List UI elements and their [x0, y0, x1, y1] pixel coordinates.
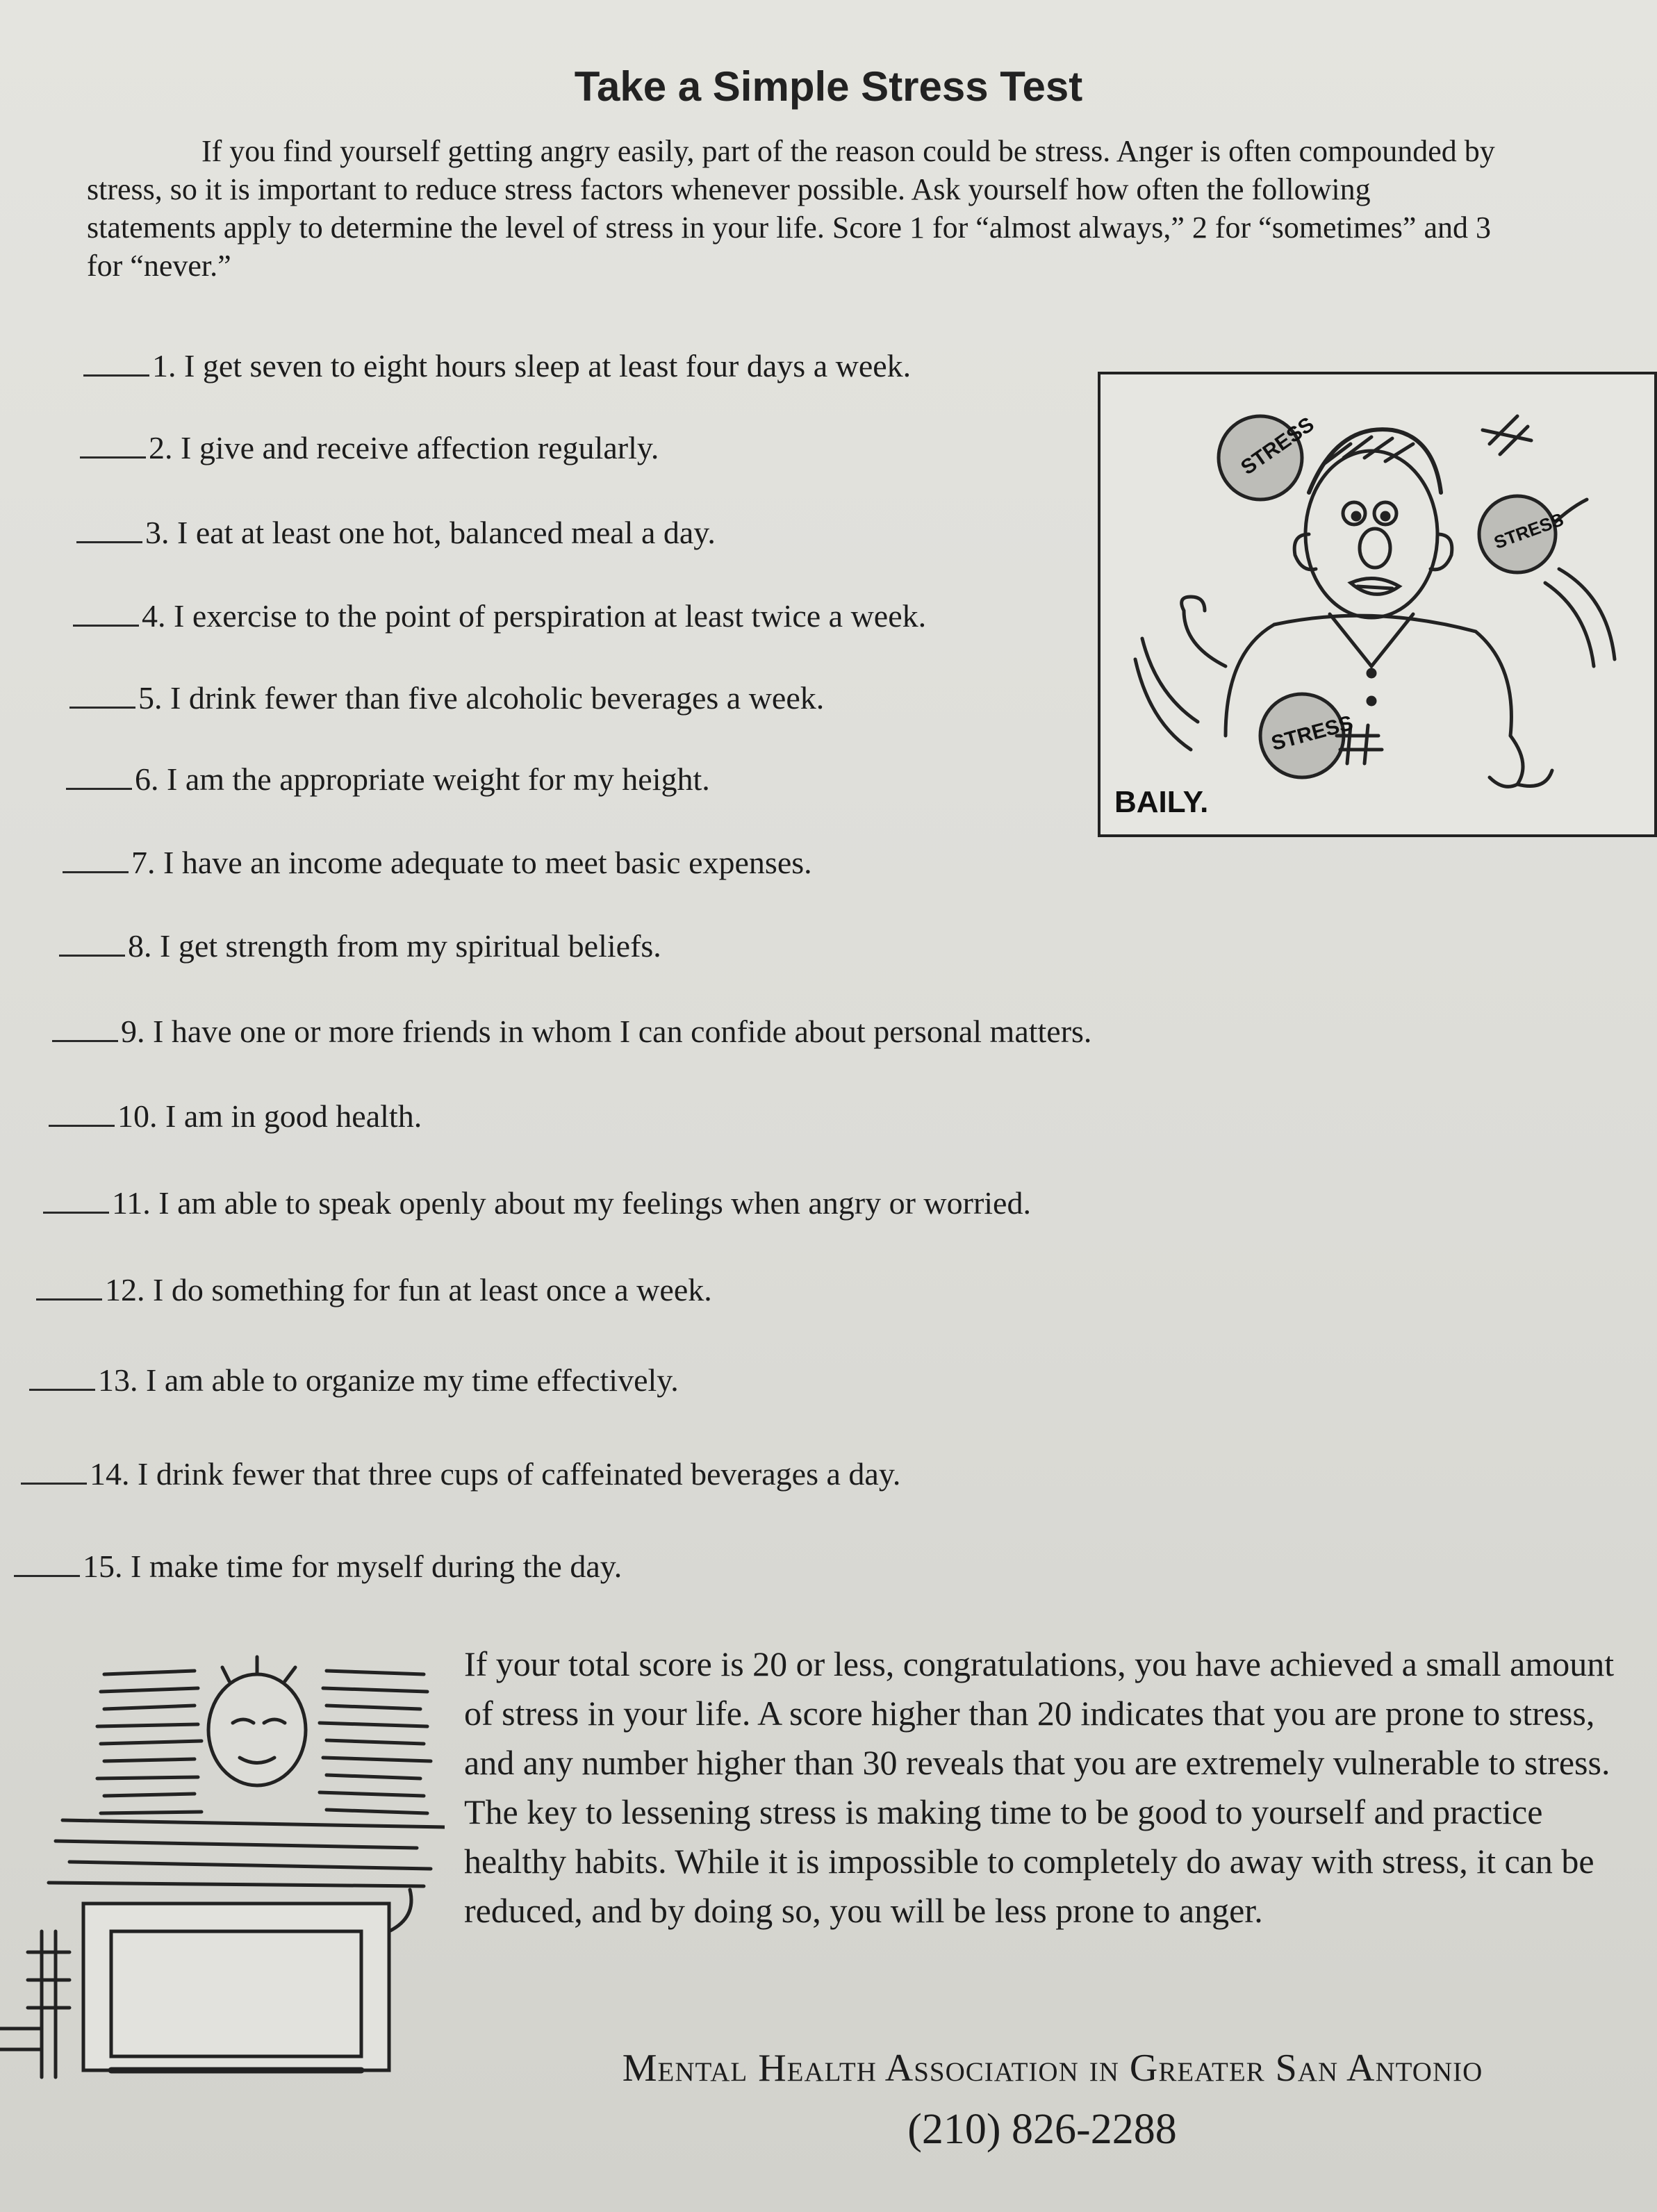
- score-blank[interactable]: [59, 930, 125, 957]
- statement-item: [73, 597, 926, 634]
- statement-item: [83, 347, 911, 384]
- score-blank[interactable]: [49, 1100, 115, 1127]
- statement-item: [21, 1455, 900, 1492]
- score-blank[interactable]: [36, 1273, 102, 1301]
- statement-item: [80, 429, 659, 466]
- page-title: Take a Simple Stress Test: [574, 63, 1083, 110]
- statement-text: 13. I am able to organize my time effectively.: [98, 1362, 679, 1398]
- paper-pile-cartoon: [0, 1640, 445, 2084]
- statement-text: 5. I drink fewer than five alcoholic beverages a week.: [138, 680, 825, 716]
- score-blank[interactable]: [76, 516, 142, 543]
- statement-item: [43, 1185, 1031, 1221]
- score-blank[interactable]: [63, 846, 129, 873]
- statement-item: [66, 761, 710, 798]
- statement-text: 2. I give and receive affection regularly.: [149, 430, 659, 465]
- statement-text: 14. I drink fewer that three cups of caffeinated beverages a day.: [90, 1456, 901, 1492]
- statement-text: 11. I am able to speak openly about my feelings when angry or worried.: [112, 1185, 1031, 1221]
- artist-signature: BAILY.: [1114, 785, 1209, 819]
- phone-number: (210) 826-2288: [907, 2106, 1177, 2153]
- score-blank[interactable]: [14, 1550, 80, 1577]
- score-blank[interactable]: [73, 600, 139, 627]
- statement-item: [59, 927, 661, 964]
- desk-illustration: [0, 1640, 445, 2084]
- statement-text: 6. I am the appropriate weight for my height.: [135, 761, 710, 797]
- scoring-paragraph: If your total score is 20 or less, congratulations, you have achieved a small amount of stress in your life. A score higher than 20 indicates that you are prone to stress, and any number higher than 30 reveals that you are extremely vulnerable to stress. The key to lessening stress is making time to be good to yourself and practice healthy habits. While it is impossible to completely do away with stress, it can be reduced, and by doing so, you will be less prone to anger.: [464, 1644, 1615, 1930]
- stress-ball-label: STRESS: [1237, 413, 1319, 480]
- statement-text: 3. I eat at least one hot, balanced meal a day.: [145, 515, 716, 550]
- statement-text: 15. I make time for myself during the day.: [83, 1549, 623, 1584]
- score-blank[interactable]: [66, 763, 132, 790]
- juggler-illustration: [1100, 374, 1654, 834]
- statement-text: 4. I exercise to the point of perspiration at least twice a week.: [142, 598, 927, 634]
- statement-text: 1. I get seven to eight hours sleep at least four days a week.: [152, 348, 912, 383]
- stress-ball-label: STRESS: [1491, 509, 1567, 554]
- score-blank[interactable]: [21, 1458, 87, 1485]
- statement-item: [69, 679, 824, 716]
- score-blank[interactable]: [52, 1015, 118, 1042]
- statement-text: 10. I am in good health.: [117, 1098, 422, 1134]
- score-blank[interactable]: [69, 682, 135, 709]
- score-blank[interactable]: [29, 1364, 95, 1391]
- statement-item: [52, 1013, 1091, 1050]
- statement-item: [29, 1362, 679, 1398]
- score-blank[interactable]: [80, 431, 146, 459]
- organization-name: Mental Health Association in Greater San Antonio: [622, 2047, 1483, 2090]
- stress-ball-label: STRESS: [1269, 711, 1355, 756]
- statement-text: 7. I have an income adequate to meet basic expenses.: [131, 845, 812, 880]
- statement-item: [36, 1271, 712, 1308]
- statement-text: 8. I get strength from my spiritual beliefs.: [128, 928, 661, 964]
- score-blank[interactable]: [83, 349, 149, 377]
- juggling-stress-cartoon: [1098, 372, 1657, 837]
- intro-paragraph: If you find yourself getting angry easily, part of the reason could be stress. Anger is often compounded by stress, so it is important to reduce stress factors whenever possible. Ask yourself how often the following statements apply to determine the level of stress in your life. Score 1 for “almost always,” 2 for “sometimes” and 3 for “never.”: [87, 134, 1495, 283]
- statement-item: [76, 514, 716, 551]
- statement-item: [49, 1098, 422, 1134]
- score-blank[interactable]: [43, 1187, 109, 1214]
- statement-item: [14, 1548, 622, 1585]
- statement-item: [63, 844, 812, 881]
- statement-text: 9. I have one or more friends in whom I can confide about personal matters.: [121, 1014, 1092, 1049]
- statement-text: 12. I do something for fun at least once a week.: [105, 1272, 712, 1307]
